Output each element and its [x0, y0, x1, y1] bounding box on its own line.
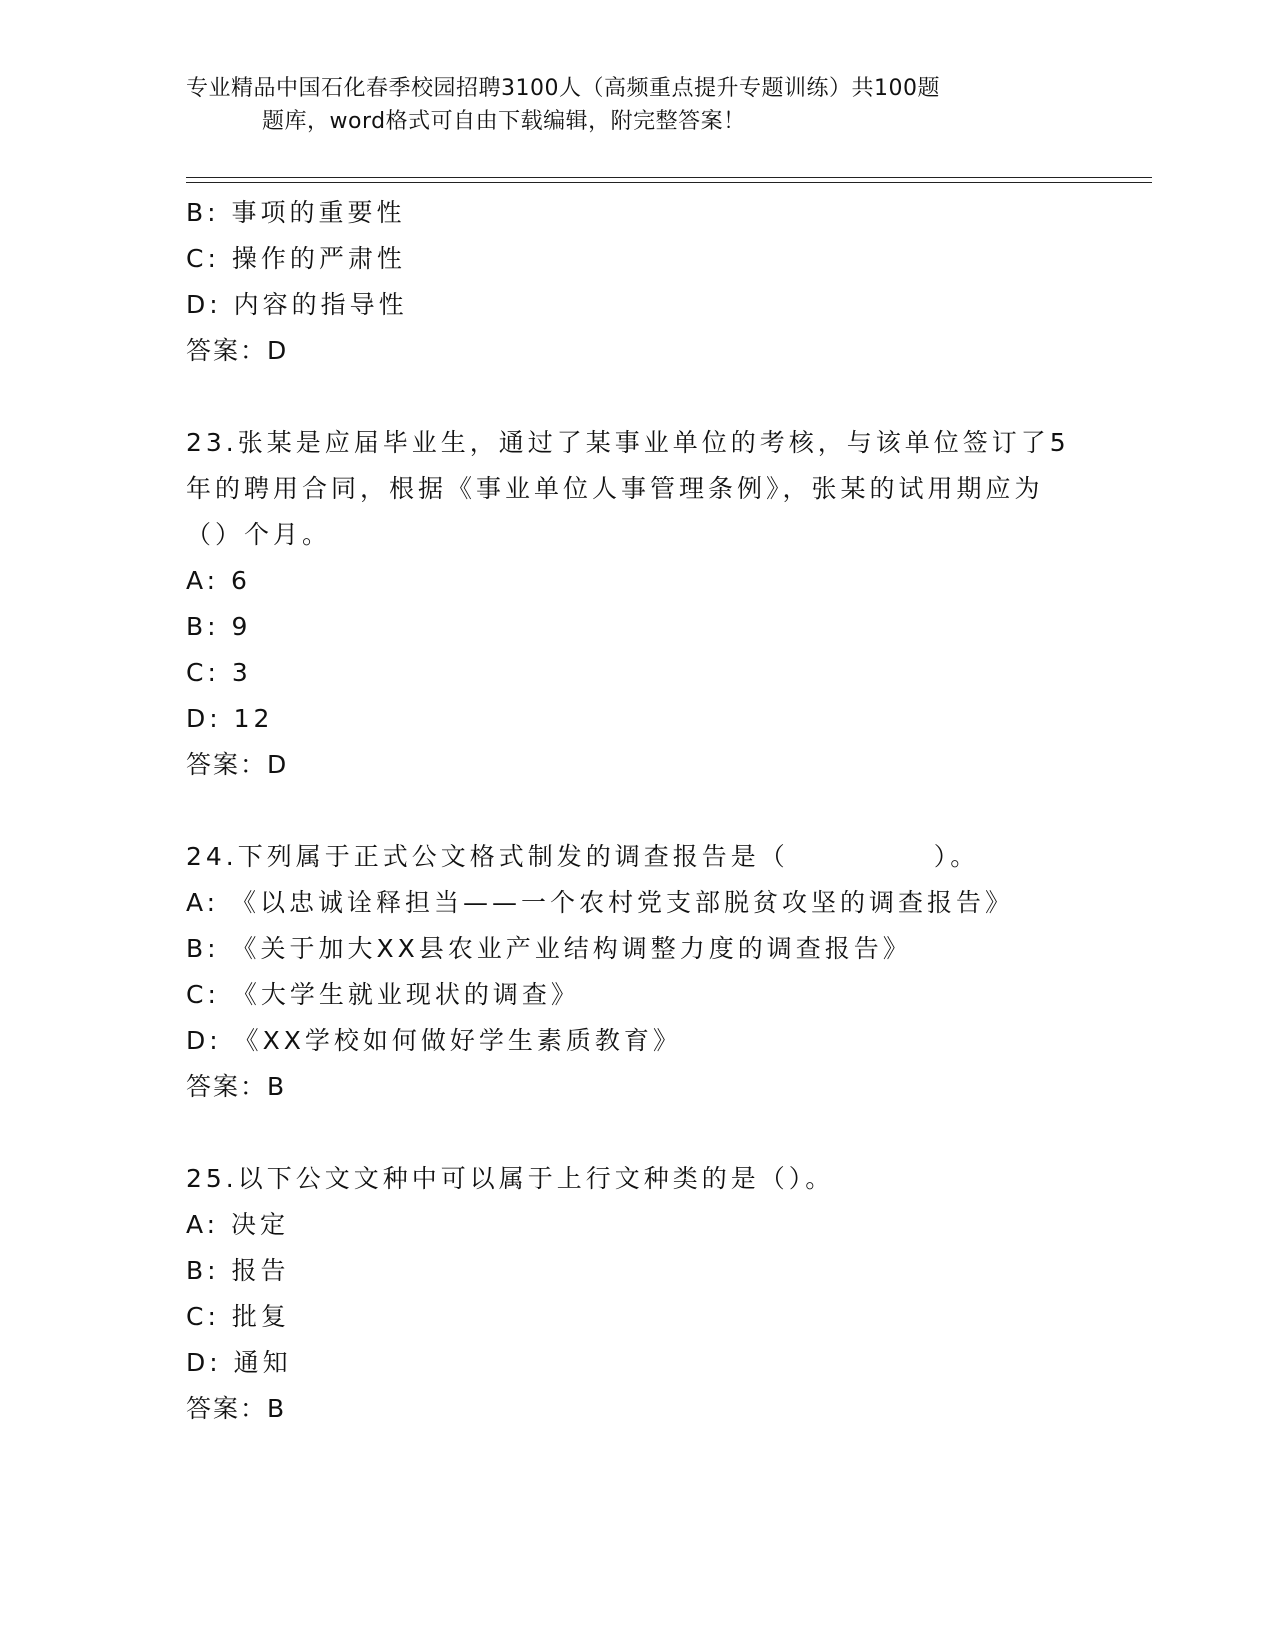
question-stem: 年的聘用合同，根据《事业单位人事管理条例》，张某的试用期应为 — [186, 474, 1044, 503]
option-b: B: 事项的重要性 — [186, 198, 406, 227]
option-d: D: 通知 — [186, 1348, 292, 1377]
option-b: B: 《关于加大XX县农业产业结构调整力度的调查报告》 — [186, 934, 912, 963]
option-d: D: 内容的指导性 — [186, 290, 408, 319]
header-title-line-2: 题库，word格式可自由下载编辑，附完整答案！ — [262, 109, 746, 134]
option-c: C: 3 — [186, 658, 252, 687]
option-c: C: 操作的严肃性 — [186, 244, 406, 273]
option-a: A: 6 — [186, 566, 251, 595]
option-a: A: 决定 — [186, 1210, 290, 1239]
question-23 — [186, 420, 1086, 788]
option-b: B: 报告 — [186, 1256, 290, 1285]
question-stem: （）个月。 — [186, 520, 332, 549]
question-stem: 24.下列属于正式公文格式制发的调查报告是（ ）。 — [186, 842, 980, 871]
question-24 — [186, 834, 1086, 1110]
question-stem: 25.以下公文文种中可以属于上行文种类的是（）。 — [186, 1164, 835, 1193]
option-d: D: 12 — [186, 704, 274, 733]
option-c: C: 《大学生就业现状的调查》 — [186, 980, 580, 1009]
option-d: D: 《XX学校如何做好学生素质教育》 — [186, 1026, 682, 1055]
document-header — [186, 72, 1046, 138]
answer: 答案：B — [186, 1072, 287, 1101]
header-title-line-1: 专业精品中国石化春季校园招聘3100人（高频重点提升专题训练）共100题 — [186, 76, 940, 101]
option-b: B: 9 — [186, 612, 252, 641]
answer: 答案：B — [186, 1394, 287, 1423]
header-divider-top — [186, 177, 1152, 178]
question-25 — [186, 1156, 1086, 1432]
question-stem: 23.张某是应届毕业生，通过了某事业单位的考核，与该单位签订了5 — [186, 428, 1070, 457]
option-c: C: 批复 — [186, 1302, 290, 1331]
header-divider-bottom — [186, 182, 1152, 183]
answer: 答案：D — [186, 336, 289, 365]
question-content — [186, 190, 1086, 1432]
answer: 答案：D — [186, 750, 289, 779]
option-a: A: 《以忠诚诠释担当——一个农村党支部脱贫攻坚的调查报告》 — [186, 888, 1015, 917]
question-22-remainder — [186, 190, 1086, 374]
